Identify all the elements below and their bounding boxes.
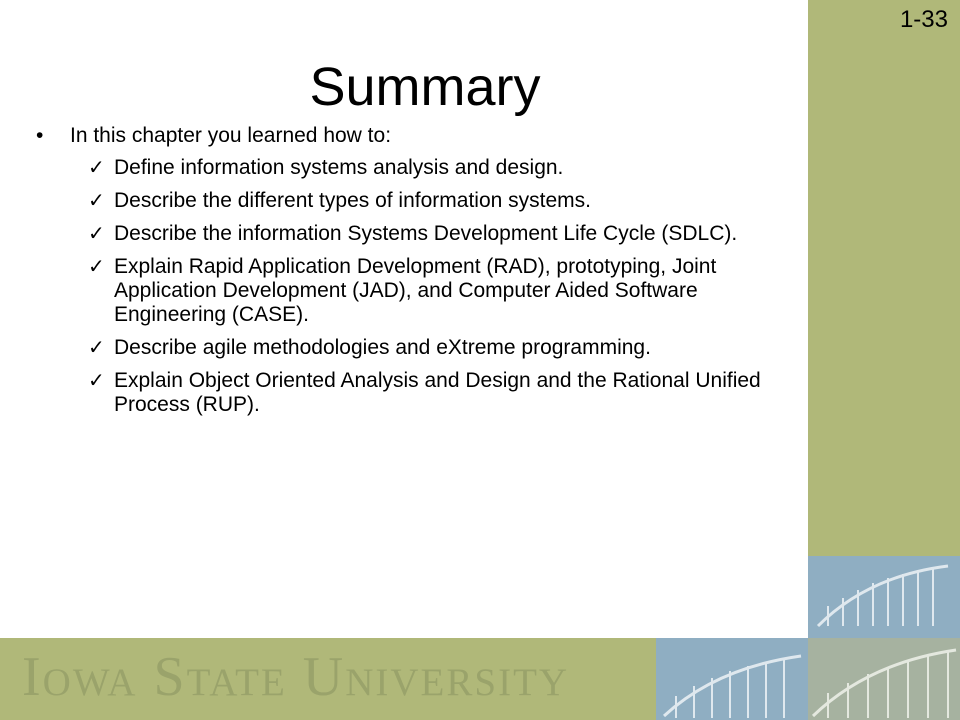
- list-item: [30, 189, 800, 213]
- summary-list: [30, 156, 800, 417]
- slide-number: 1-33: [899, 6, 948, 33]
- checkmark-icon: ✓: [88, 190, 105, 212]
- list-item-text: Explain Rapid Application Development (RAD), prototyping, Joint Application Development (JAD), and Computer Aided Software Engineering (CASE).: [114, 255, 717, 326]
- lead-bullet: [30, 122, 800, 150]
- list-item: [30, 336, 800, 360]
- list-item-text: Explain Object Oriented Analysis and Design and the Rational Unified Process (RUP).: [114, 369, 761, 416]
- checkmark-icon: ✓: [88, 223, 105, 245]
- list-item-text: Describe the different types of information systems.: [114, 189, 591, 212]
- slide-title: Summary: [309, 57, 541, 117]
- building-image-tile: [808, 556, 960, 638]
- building-image-tile: [808, 638, 960, 720]
- university-logo: Iowa State University: [22, 646, 570, 708]
- list-item-text: Define information systems analysis and design.: [114, 156, 564, 179]
- checkmark-icon: ✓: [88, 337, 105, 359]
- checkmark-icon: ✓: [88, 157, 105, 179]
- bullet-icon: •: [36, 124, 44, 147]
- list-item: [30, 369, 800, 417]
- list-item-text: Describe agile methodologies and eXtreme programming.: [114, 336, 651, 359]
- checkmark-icon: ✓: [88, 256, 105, 278]
- list-item: [30, 255, 800, 327]
- list-item: [30, 222, 800, 246]
- lead-text: In this chapter you learned how to:: [70, 124, 392, 147]
- slide-content: [30, 122, 800, 426]
- list-item-text: Describe the information Systems Development Life Cycle (SDLC).: [114, 222, 738, 245]
- list-item: [30, 156, 800, 180]
- building-image-tile: [656, 638, 808, 720]
- checkmark-icon: ✓: [88, 370, 105, 392]
